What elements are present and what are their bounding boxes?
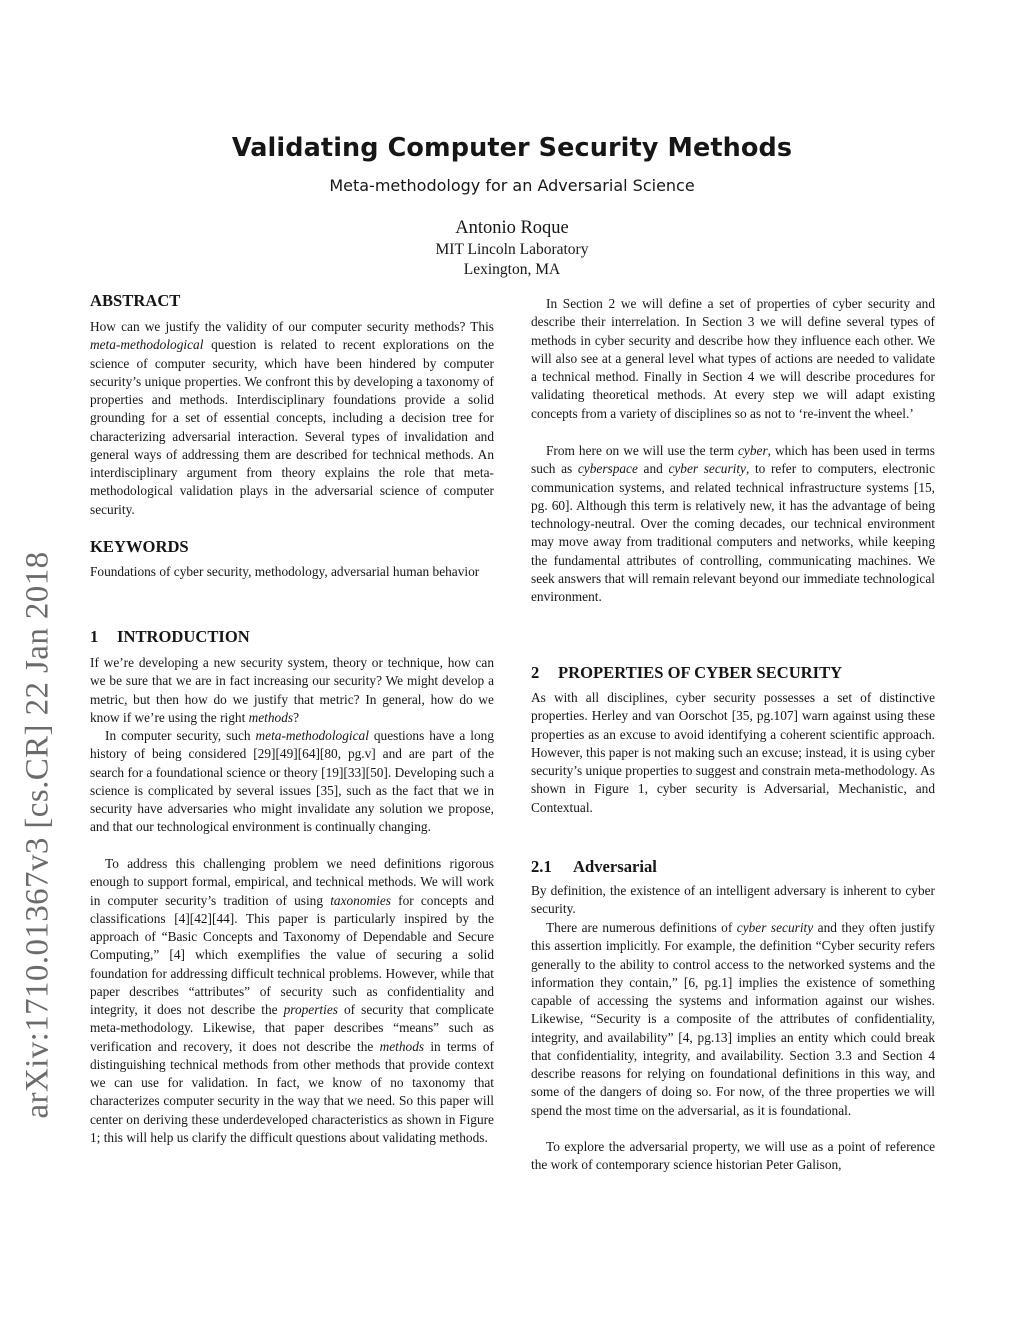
section-heading-properties xyxy=(531,663,842,683)
keywords-heading: KEYWORDS xyxy=(90,537,189,556)
keywords-text: Foundations of cyber security, methodology, adversarial human behavior xyxy=(90,564,480,579)
adversarial-paragraph-1: By definition, the existence of an intelligent adversary is inherent to cyber security. xyxy=(531,883,935,917)
abstract-text: How can we justify the validity of our computer security methods? This meta-methodological question is related to recent explorations on the science of computer security, which have been hindered by computer security’s unique properties. We confront this by developing a taxonomy of properties and methods. Interdisciplinary foundations provide a solid grounding for a set of essential concepts, including a decision tree for characterizing adversarial interaction. Several types of invalidation and general ways of addressing them are described for technical methods. An interdisciplinary argument from theory explains the role that meta-methodological validation plays in the adversarial science of computer security. xyxy=(90,319,494,517)
section-title: PROPERTIES OF CYBER SECURITY xyxy=(558,663,843,682)
properties-paragraph: As with all disciplines, cyber security possesses a set of distinctive properties. Herley and van Oorschot [35, pg.107] warn against using these properties as an excuse to avoid identifying a coherent scientific approach. However, this paper is not making such an excuse; instead, it is using cyber security’s unique properties to suggest and constrain meta-methodology. As shown in Figure 1, cyber security is Adversarial, Mechanistic, and Contextual. xyxy=(531,690,935,815)
cyber-term-paragraph: From here on we will use the term cyber, which has been used in terms such as cyberspace and cyber security, to refer to computers, electronic communication systems, and related technical infrastructure systems [15, pg. 60]. Although this term is relatively new, it has the advantage of being technology-neutral. Over the coming decades, our technical environment may move away from traditional computers and networks, while keeping the fundamental attributes of controlling, communicating machines. We seek answers that will remain relevant beyond our immediate technological environment. xyxy=(531,443,935,604)
author-location: Lexington, MA xyxy=(463,261,561,278)
arxiv-stamp: arXiv:1710.01367v3 [cs.CR] 22 Jan 2018 xyxy=(19,551,56,1119)
section-heading-introduction xyxy=(90,627,250,647)
author-name: Antonio Roque xyxy=(455,218,569,238)
subsection-title: Adversarial xyxy=(573,857,657,876)
roadmap-paragraph: In Section 2 we will define a set of properties of cyber security and describe their interrelation. In Section 3 we will define several types of methods in cyber security and describe how they influence each other. We will also see at a general level what types of actions are needed to validate a technical method. Finally in Section 4 we will describe procedures for validating theoretical methods. At every step we will adapt existing concepts from a variety of disciplines so as not to ‘re-invent the wheel.’ xyxy=(531,296,935,421)
adversarial-paragraph-3: To explore the adversarial property, we will use as a point of reference the work of contemporary science historian Peter Galison, xyxy=(531,1139,935,1173)
intro-paragraph-1: If we’re developing a new security system, theory or technique, how can we be sure that we are in fact increasing our security? We might develop a metric, but then how do we justify that metric? In general, how do we know if we’re using the right methods? xyxy=(90,655,494,725)
adversarial-paragraph-2: There are numerous definitions of cyber security and they often justify this assertion implicitly. For example, the definition “Cyber security refers generally to the ability to control access to the networked systems and the information they contain,” [6, pg.1] implies the existence of something capable of accessing the systems and information against our wishes. Likewise, “Security is a composite of the attributes of confidentiality, integrity, and availability” [4, pg.13] implies an entity which could break that confidentiality, integrity, and availability. Section 3.3 and Section 4 describe reasons for relying on foundational definitions in this way, and some of the dangers of doing so. For now, of the three properties we will spend the most time on the adversarial, as it is foundational. xyxy=(531,920,935,1118)
section-number: 2 xyxy=(531,663,540,682)
intro-paragraph-2: In computer security, such meta-methodological questions have a long history of being considered [29][49][64][80, pg.v] and are part of the search for a foundational science or theory [19][33][50]. Developing such a science is complicated by several issues [35], such as the fact that we in security have adversaries who might invalidate any solution we propose, and that our technological environment is continually changing. xyxy=(90,728,494,835)
subsection-heading-adversarial xyxy=(531,857,657,877)
section-title: INTRODUCTION xyxy=(117,627,250,646)
author-affiliation: MIT Lincoln Laboratory xyxy=(435,241,589,258)
intro-paragraph-3: To address this challenging problem we need definitions rigorous enough to support formal, empirical, and technical methods. We will work in computer security’s tradition of using taxonomies for concepts and classifications [4][42][44]. This paper is particularly inspired by the approach of “Basic Concepts and Taxonomy of Dependable and Secure Computing,” [4] which exemplifies the value of securing a solid foundation for addressing difficult technical problems. However, while that paper describes “attributes” of security such as confidentiality and integrity, it does not describe the properties of security that complicate meta-methodology. Likewise, that paper describes “means” such as verification and recovery, it does not describe the methods in terms of distinguishing technical methods from other methods that provide context we can use for validation. In fact, we know of no taxonomy that characterizes computer security in the way that we need. So this paper will center on deriving these underdeveloped characteristics as shown in Figure 1; this will help us clarify the difficult questions about validating methods. xyxy=(90,856,494,1145)
subsection-number: 2.1 xyxy=(531,857,552,876)
paper-title: Validating Computer Security Methods xyxy=(231,133,793,163)
paper-subtitle: Meta-methodology for an Adversarial Science xyxy=(329,176,695,195)
abstract-heading: ABSTRACT xyxy=(90,291,181,310)
section-number: 1 xyxy=(90,627,99,646)
